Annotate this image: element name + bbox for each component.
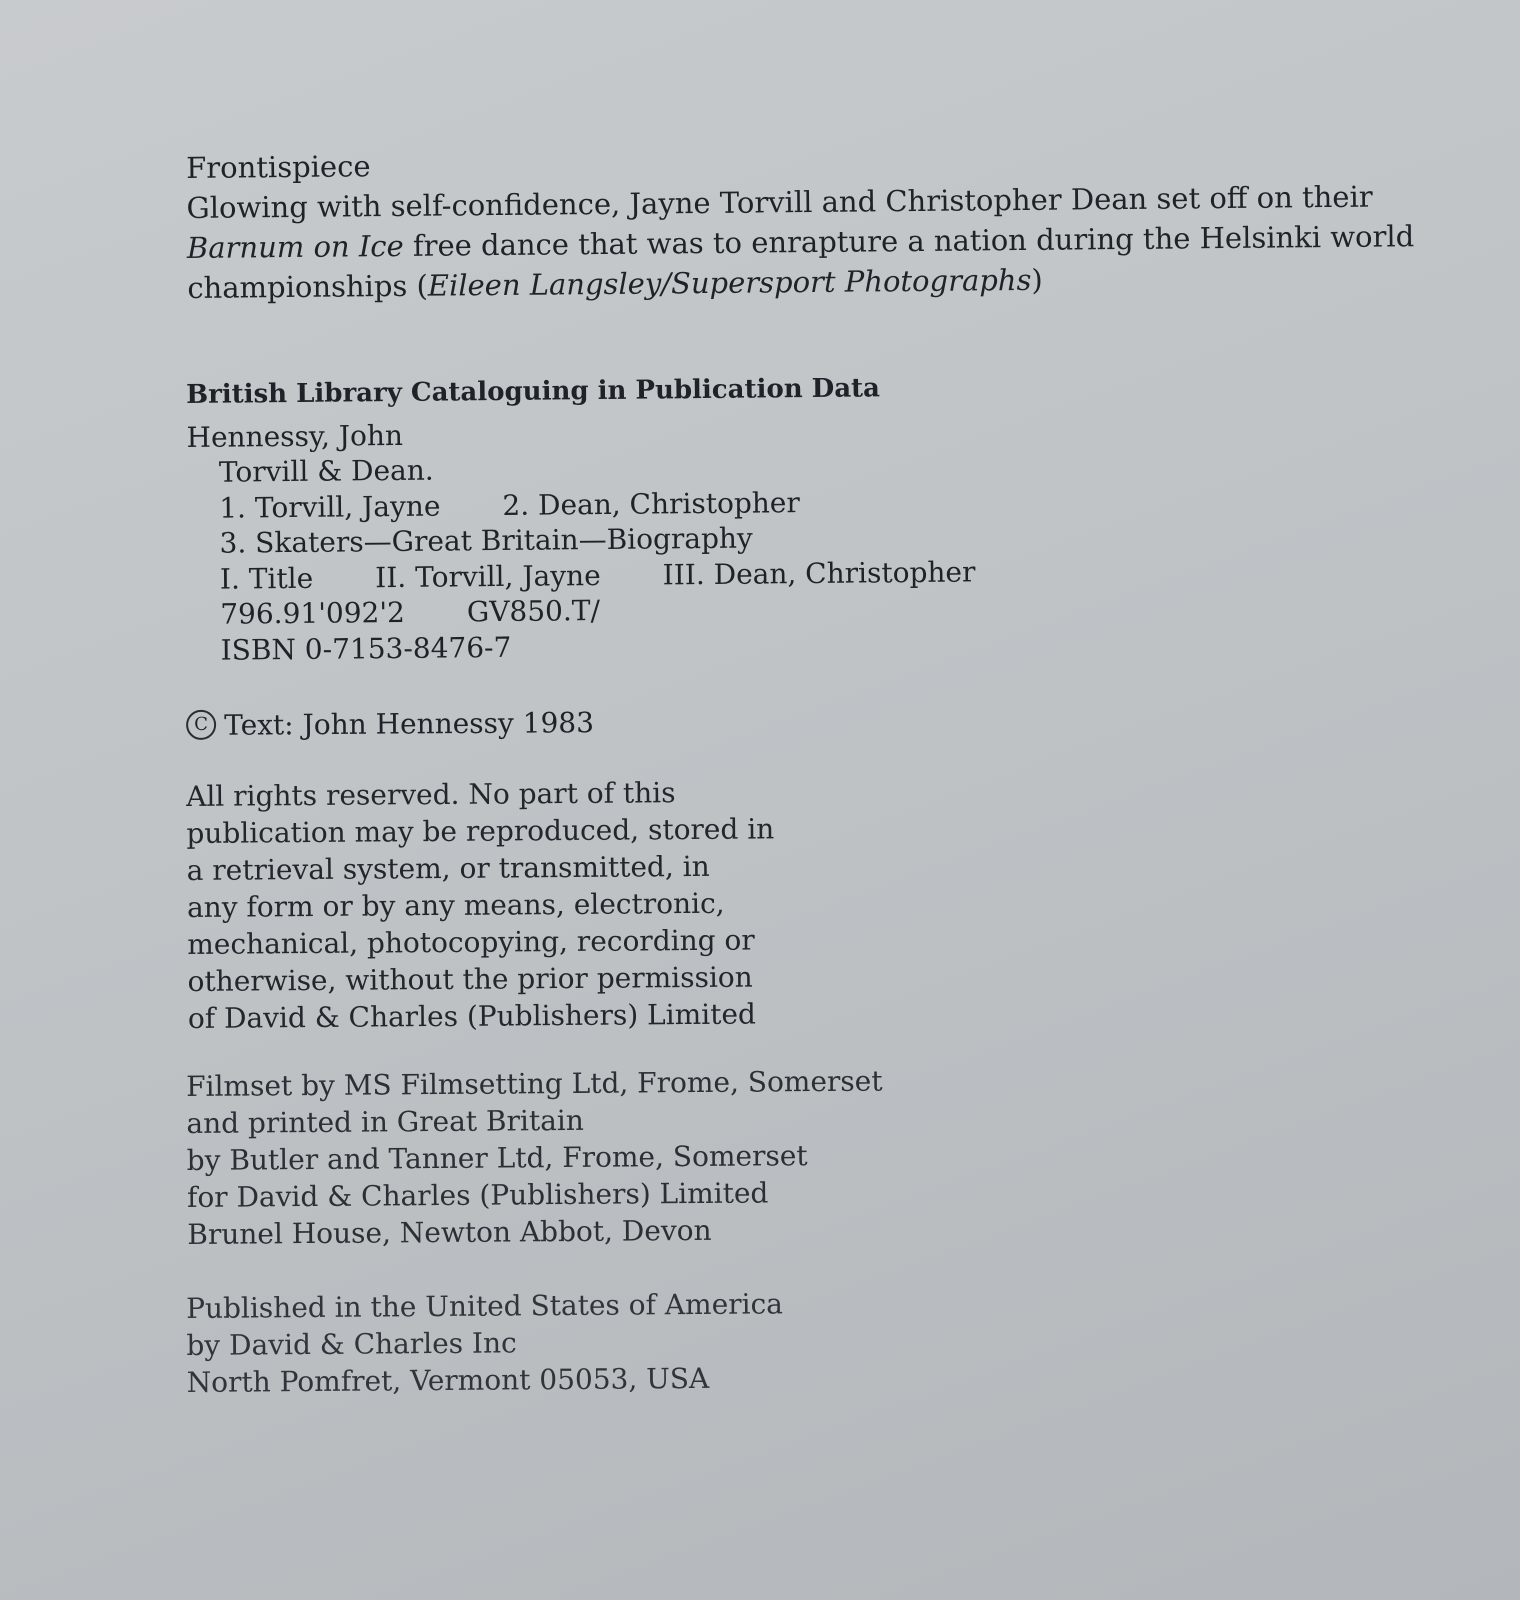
printer-line: Filmset by MS Filmsetting Ltd, Frome, Somerset — [186, 1064, 883, 1103]
rights-line: otherwise, without the prior permission — [187, 960, 753, 998]
printer-line: for David & Charles (Publishers) Limited — [186, 1176, 769, 1214]
cip-subject-3: 3. Skaters—Great Britain—Biography — [219, 521, 753, 560]
us-publisher-line: by David & Charles Inc — [186, 1326, 517, 1362]
caption-line-3-start: championships ( — [187, 268, 428, 305]
cip-data-block — [186, 370, 976, 668]
rights-line: any form or by any means, electronic, — [186, 886, 725, 924]
cip-dewey: 796.91'092'2 — [220, 595, 406, 631]
printer-paragraph — [186, 1063, 884, 1253]
us-publisher-line: North Pomfret, Vermont 05053, USA — [186, 1361, 710, 1399]
cip-subject-1: 1. Torvill, Jayne — [219, 489, 441, 525]
us-publisher-paragraph — [186, 1285, 784, 1401]
us-publisher-line: Published in the United States of America — [186, 1287, 784, 1325]
printer-line: Brunel House, Newton Abbot, Devon — [187, 1213, 712, 1251]
frontispiece-label: Frontispiece — [186, 149, 371, 185]
photo-credit: Eileen Langsley/Supersport Photographs — [427, 262, 1032, 303]
rights-line: mechanical, photocopying, recording or — [187, 923, 755, 961]
cip-added-3: III. Dean, Christopher — [662, 554, 976, 591]
rights-line: publication may be reproduced, stored in — [186, 812, 775, 850]
cip-lc: GV850.T/ — [466, 594, 601, 629]
copyright-notice — [186, 705, 594, 744]
copyright-text: Text: John Hennessy 1983 — [224, 706, 595, 742]
caption-line-3-end: ) — [1031, 262, 1043, 297]
rights-line: a retrieval system, or transmitted, in — [186, 849, 710, 887]
copyright-symbol-icon: C — [186, 709, 216, 739]
cip-isbn: ISBN 0-7153-8476-7 — [220, 630, 512, 667]
printer-line: by Butler and Tanner Ltd, Frome, Somerset — [186, 1139, 808, 1177]
cip-added-2: II. Torvill, Jayne — [375, 558, 601, 594]
frontispiece-caption — [186, 136, 1427, 308]
caption-title-italic: Barnum on Ice — [186, 228, 404, 265]
cip-heading: British Library Cataloguing in Publication Data — [186, 373, 881, 410]
rights-line: of David & Charles (Publishers) Limited — [187, 997, 757, 1035]
cip-title: Torvill & Dean. — [218, 453, 434, 489]
rights-paragraph — [186, 773, 776, 1037]
caption-line-1: Glowing with self-confidence, Jayne Torvill and Christopher Dean set off on their — [186, 179, 1373, 225]
cip-added-1: I. Title — [219, 561, 314, 596]
cip-added-entries — [188, 554, 976, 597]
cip-subject-2: 2. Dean, Christopher — [502, 485, 800, 522]
caption-line-2-rest: free dance that was to enrapture a nation during the Helsinki world — [403, 219, 1415, 263]
cip-author: Hennessy, John — [186, 418, 404, 454]
printer-line: and printed in Great Britain — [186, 1103, 584, 1140]
rights-line: All rights reserved. No part of this — [186, 776, 676, 813]
